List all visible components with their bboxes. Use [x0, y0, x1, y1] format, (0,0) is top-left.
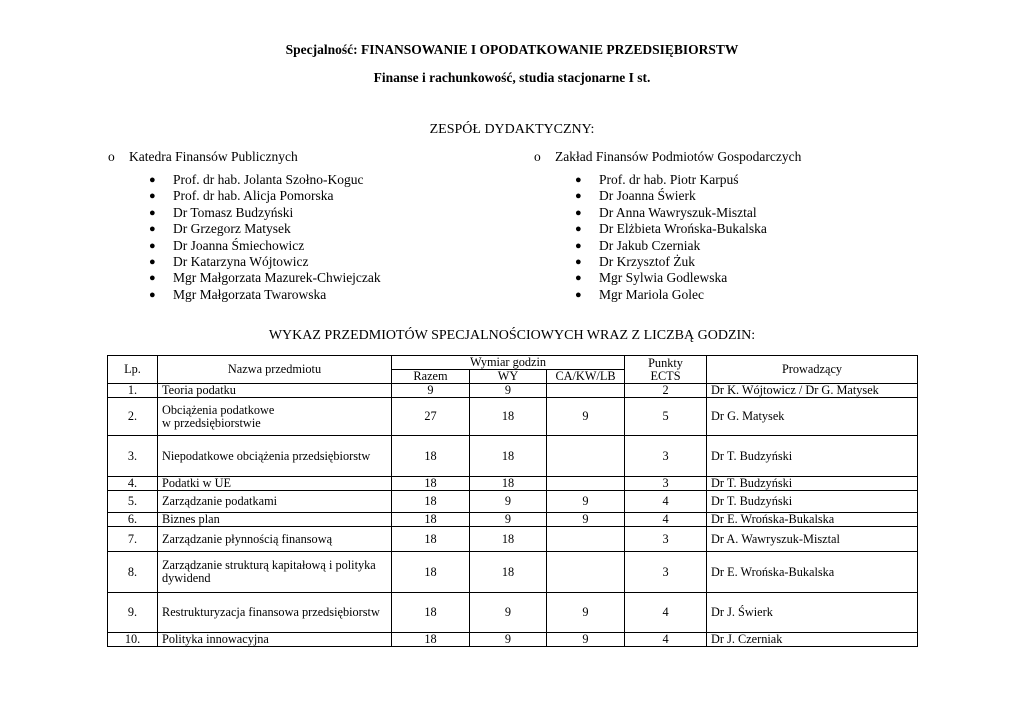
cell-wy: 9 — [470, 513, 547, 527]
cell-razem: 18 — [392, 436, 470, 477]
header-razem: Razem — [392, 370, 470, 384]
staff-name: Mgr Sylwia Godlewska — [599, 270, 728, 286]
cell-razem: 18 — [392, 491, 470, 513]
cell-lecturer: Dr K. Wójtowicz / Dr G. Matysek — [707, 384, 918, 398]
cell-lp: 2. — [108, 398, 158, 436]
cell-lp: 5. — [108, 491, 158, 513]
subject-name-line: Restrukturyzacja finansowa przedsiębiorstw — [162, 605, 380, 619]
subject-name-line: dywidend — [162, 571, 211, 585]
bullet-icon: ● — [149, 190, 156, 203]
bullet-icon: ● — [149, 288, 156, 301]
table-row — [108, 527, 918, 552]
cell-lecturer: Dr A. Wawryszuk-Misztal — [707, 527, 918, 552]
cell-ca — [547, 384, 625, 398]
cell-subject-name — [158, 491, 392, 513]
cell-ca — [547, 552, 625, 593]
cell-razem: 27 — [392, 398, 470, 436]
cell-lp: 8. — [108, 552, 158, 593]
header-hours: Wymiar godzin — [392, 356, 625, 370]
bullet-icon: ● — [575, 190, 582, 203]
team-heading: ZESPÓŁ DYDAKTYCZNY: — [429, 122, 595, 137]
header-ects-line2: ECTS — [650, 368, 681, 383]
document-subtitle: Finanse i rachunkowość, studia stacjonarne I st. — [373, 70, 651, 85]
staff-name: Prof. dr hab. Jolanta Szołno-Koguc — [173, 172, 364, 187]
cell-wy: 18 — [470, 552, 547, 593]
circle-bullet-icon: o — [108, 149, 115, 164]
cell-lecturer: Dr G. Matysek — [707, 398, 918, 436]
cell-ca: 9 — [547, 513, 625, 527]
cell-wy: 9 — [470, 491, 547, 513]
cell-ects: 2 — [625, 384, 707, 398]
subject-name-line: Podatki w UE — [162, 476, 231, 490]
cell-subject-name — [158, 552, 392, 593]
header-ca: CA/KW/LB — [547, 370, 625, 384]
subject-name-line: Biznes plan — [162, 512, 220, 526]
subject-name-line: w przedsiębiorstwie — [162, 415, 261, 430]
staff-name: Dr Joanna Świerk — [599, 188, 696, 204]
cell-lp: 3. — [108, 436, 158, 477]
cell-wy: 9 — [470, 384, 547, 398]
cell-lecturer: Dr E. Wrońska-Bukalska — [707, 513, 918, 527]
cell-wy: 18 — [470, 436, 547, 477]
subject-name-line: Teoria podatku — [162, 383, 236, 397]
cell-subject-name — [158, 477, 392, 491]
cell-razem: 18 — [392, 513, 470, 527]
cell-razem: 18 — [392, 552, 470, 593]
table-row — [108, 491, 918, 513]
cell-ects: 4 — [625, 491, 707, 513]
cell-ca: 9 — [547, 491, 625, 513]
staff-name: Dr Elżbieta Wrońska-Bukalska — [599, 221, 767, 237]
subjects-heading: WYKAZ PRZEDMIOTÓW SPECJALNOŚCIOWYCH WRAZ Z LICZBĄ GODZIN: — [268, 328, 756, 343]
staff-name: Dr Jakub Czerniak — [599, 237, 701, 253]
bullet-icon: ● — [575, 223, 582, 236]
cell-ca — [547, 436, 625, 477]
subjects-table — [107, 355, 918, 647]
staff-name: Prof. dr hab. Alicja Pomorska — [173, 188, 334, 204]
cell-ects: 4 — [625, 633, 707, 647]
cell-lecturer: Dr T. Budzyński — [707, 436, 918, 477]
cell-lp: 4. — [108, 477, 158, 491]
table-row — [108, 477, 918, 491]
cell-ects: 5 — [625, 398, 707, 436]
staff-name: Dr Anna Wawryszuk-Misztal — [599, 204, 757, 220]
subject-name-line: Polityka innowacyjna — [162, 632, 269, 646]
bullet-icon: ● — [149, 272, 156, 285]
staff-name: Mgr Mariola Golec — [599, 286, 704, 302]
table-row — [108, 436, 918, 477]
cell-ects: 3 — [625, 477, 707, 491]
cell-lp: 6. — [108, 513, 158, 527]
cell-lp: 10. — [108, 633, 158, 647]
cell-lp: 1. — [108, 384, 158, 398]
cell-ca — [547, 477, 625, 491]
table-row — [108, 633, 918, 647]
department-name: Zakład Finansów Podmiotów Gospodarczych — [555, 149, 802, 164]
subject-name-line: Zarządzanie płynnością finansową — [162, 531, 333, 546]
cell-subject-name — [158, 593, 392, 633]
bullet-icon: ● — [149, 239, 156, 252]
cell-lp: 7. — [108, 527, 158, 552]
cell-ects: 3 — [625, 527, 707, 552]
bullet-icon: ● — [575, 255, 582, 268]
bullet-icon: ● — [149, 223, 156, 236]
staff-name: Prof. dr hab. Piotr Karpuś — [599, 172, 739, 187]
cell-subject-name — [158, 398, 392, 436]
cell-wy: 9 — [470, 633, 547, 647]
header-ects-line1: Punkty — [648, 355, 683, 370]
table-row — [108, 384, 918, 398]
bullet-icon: ● — [149, 255, 156, 268]
header-ects — [625, 356, 707, 384]
cell-ca — [547, 527, 625, 552]
header-wy: WY — [470, 370, 547, 384]
cell-subject-name — [158, 436, 392, 477]
staff-name: Dr Tomasz Budzyński — [173, 204, 294, 220]
staff-name: Mgr Małgorzata Twarowska — [173, 286, 327, 302]
cell-wy: 9 — [470, 593, 547, 633]
cell-wy: 18 — [470, 527, 547, 552]
table-row — [108, 593, 918, 633]
cell-subject-name — [158, 513, 392, 527]
cell-razem: 18 — [392, 477, 470, 491]
cell-subject-name — [158, 384, 392, 398]
staff-name: Dr Grzegorz Matysek — [173, 221, 291, 237]
bullet-icon: ● — [575, 239, 582, 252]
staff-name: Dr Joanna Śmiechowicz — [173, 237, 305, 253]
cell-razem: 9 — [392, 384, 470, 398]
subject-name-line: Zarządzanie strukturą kapitałową i polityka — [162, 558, 376, 572]
table-row — [108, 513, 918, 527]
bullet-icon: ● — [575, 288, 582, 301]
cell-lecturer: Dr J. Świerk — [707, 593, 918, 633]
cell-subject-name — [158, 527, 392, 552]
cell-razem: 18 — [392, 593, 470, 633]
subject-name-line: Obciążenia podatkowe — [162, 402, 275, 417]
cell-ects: 4 — [625, 513, 707, 527]
header-lp: Lp. — [108, 356, 158, 384]
cell-razem: 18 — [392, 633, 470, 647]
cell-subject-name — [158, 633, 392, 647]
cell-ects: 3 — [625, 436, 707, 477]
bullet-icon: ● — [149, 174, 156, 186]
cell-lecturer: Dr T. Budzyński — [707, 477, 918, 491]
cell-wy: 18 — [470, 477, 547, 491]
header-subject-name: Nazwa przedmiotu — [158, 356, 392, 384]
cell-wy: 18 — [470, 398, 547, 436]
cell-ects: 4 — [625, 593, 707, 633]
cell-lecturer: Dr J. Czerniak — [707, 633, 918, 647]
cell-razem: 18 — [392, 527, 470, 552]
staff-name: Dr Krzysztof Żuk — [599, 253, 695, 269]
bullet-icon: ● — [575, 206, 582, 219]
staff-name: Mgr Małgorzata Mazurek-Chwiejczak — [173, 270, 381, 286]
staff-name: Dr Katarzyna Wójtowicz — [173, 253, 309, 269]
table-row — [108, 398, 918, 436]
cell-lp: 9. — [108, 593, 158, 633]
bullet-icon: ● — [575, 174, 582, 186]
cell-lecturer: Dr T. Budzyński — [707, 491, 918, 513]
cell-ects: 3 — [625, 552, 707, 593]
department-name: Katedra Finansów Publicznych — [129, 149, 298, 164]
subject-name-line: Zarządzanie podatkami — [162, 494, 278, 508]
table-row — [108, 552, 918, 593]
subject-name-line: Niepodatkowe obciążenia przedsiębiorstw — [162, 448, 371, 463]
bullet-icon: ● — [149, 206, 156, 219]
circle-bullet-icon: o — [534, 149, 541, 164]
cell-ca: 9 — [547, 593, 625, 633]
bullet-icon: ● — [575, 272, 582, 285]
cell-ca: 9 — [547, 633, 625, 647]
cell-lecturer: Dr E. Wrońska-Bukalska — [707, 552, 918, 593]
document-title: Specjalność: FINANSOWANIE I OPODATKOWANIE PRZEDSIĘBIORSTW — [285, 42, 739, 57]
cell-ca: 9 — [547, 398, 625, 436]
header-lecturer: Prowadzący — [707, 356, 918, 384]
